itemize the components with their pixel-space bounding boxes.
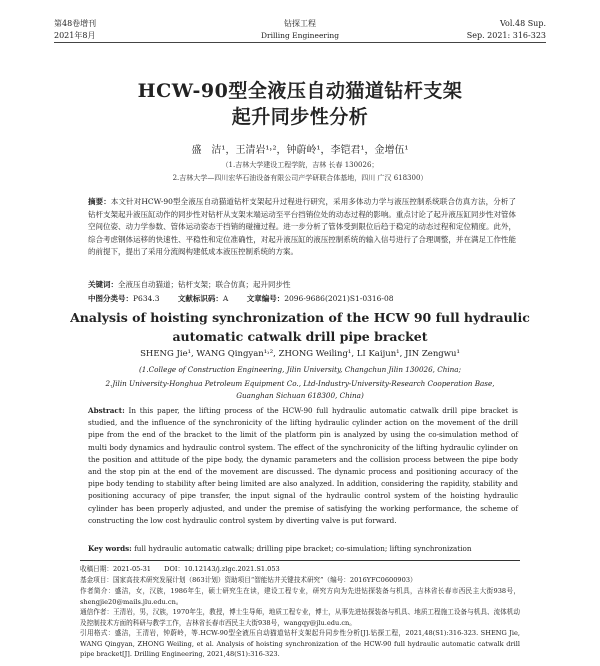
title-en-line2: automatic catwalk drill pipe bracket (172, 329, 428, 344)
keywords-en-label: Key words: (88, 544, 132, 553)
header-date-cn: 2021年8月 (54, 31, 96, 40)
affiliation-en-1: (1.College of Construction Engineering, Jilin University, Changchun Jilin 130026, China; (138, 365, 462, 374)
article-id-label: 文章编号： (246, 294, 285, 303)
clc-group (88, 294, 160, 303)
abstract-cn-text: 本文针对HCW-90型全液压自动猫道钻杆支架起升过程进行研究，采用多体动力学与液压控制系统联合仿真方法，分析了钻杆支架起升液压缸动作的同步性对钻杆从支架末端运动至平台挡销位处的动态过程的影响。重点讨论了起升液压缸同步性对管体空间位姿、动力学参数、管体运动姿态于挡销的碰撞过程。进一步分析了管体受到限位后趋于稳定的动态过程和定位精度。此外，综合考虑钢体运移的快速性、平稳性和定位准确性，对起升液压缸的液压控制系统的输入信号进行了合理调整，并在满足工作性能的前提下，提出了采用分流阀构建低成本液压控制系统的方案。 (88, 197, 516, 257)
authors-en: SHENG Jie¹, WANG Qingyan¹˒², ZHONG Weiling¹, LI Kaijun¹, JIN Zengwu¹ (140, 349, 460, 359)
footnote-received: 收稿日期：2021-05-31 DOI：10.12143/j.zlgc.2021.S1.053 (80, 565, 280, 573)
footnote-funding: 基金项目：国家高技术研究发展计划（863计划）资助项目“智能钻井关键技术研究”（编号：2016YFC0600903） (80, 576, 417, 584)
keywords-cn-text: 全液压自动猫道；钻杆支架；联合仿真；起升同步性 (118, 280, 291, 289)
keywords-en-text: full hydraulic automatic catwalk; drilling pipe bracket; co-simulation; lifting synchronization (134, 544, 472, 553)
header-rule (54, 42, 546, 43)
doc-code-group (178, 294, 228, 303)
title-en (0, 308, 600, 346)
affiliation-cn-2: 2.吉林大学—四川宏华石油设备有限公司产学研联合体基地，四川 广汉 618300） (172, 174, 428, 182)
clc-label: 中图分类号： (88, 294, 133, 303)
article-id-value: 2096-9686(2021)S1-0316-08 (284, 294, 394, 303)
affiliation-cn-1: （1.吉林大学建设工程学院，吉林 长春 130026； (221, 161, 379, 169)
abstract-en (88, 405, 518, 527)
title-cn-line1: HCW-90型全液压自动猫道钻杆支架 (137, 80, 463, 102)
header-journal-en: Drilling Engineering (260, 31, 340, 40)
title-en-line1: Analysis of hoisting synchronization of the HCW 90 full hydraulic (70, 310, 530, 325)
keywords-cn (88, 279, 518, 291)
doc-code-label: 文献标识码： (177, 294, 223, 303)
title-cn (0, 78, 600, 130)
footnote-corresponding: 通信作者：王清岩，男，汉族，1970年生，教授，博士生导师，地质工程专业，博士，从事先进钻探装备与机具、地质工程施工设备与机具、流体机动及控制技术方面的科研与教学工作，吉林省长春市西民主大街938号，wangqy@jlu.edu.cn。 (80, 608, 520, 627)
doc-code-value: A (222, 294, 229, 303)
header-volume-cn: 第48卷增刊 (54, 19, 97, 28)
header-pages-en: Sep. 2021: 316-323 (466, 31, 546, 40)
keywords-cn-label: 关键词： (88, 280, 118, 289)
abstract-en-label: Abstract: (88, 406, 125, 415)
affiliation-en-2: 2.Jilin University-Honghua Petroleum Equipment Co., Ltd-Industry-University-Research Cooperation Base, (105, 379, 495, 388)
footnote-author-bio: 作者简介：盛洁，女，汉族，1986年生，硕士研究生在读，建设工程专业，研究方向为先进钻探装备与机具，吉林省长春市西民主大街938号，shengjie20@mails.jlu.edu.cn。 (80, 587, 520, 606)
classification-line (88, 293, 518, 305)
clc-value: P634.3 (133, 294, 160, 303)
footnote-rule (80, 560, 520, 561)
header-volume-en: Vol.48 Sup. (500, 19, 546, 28)
abstract-cn (88, 196, 516, 259)
title-cn-line2: 起升同步性分析 (231, 106, 369, 128)
footnote-citation: 引用格式：盛洁，王清岩，钟蔚岭，等.HCW-90型全液压自动猫道钻杆支架起升同步性分析[J].钻探工程，2021,48(S1):316-323. SHENG Jie, WANG Qingyan, ZHONG Weiling, et al. Analysis of hoisting synchronization of the HCW-90 full hydraulic automatic catwalk drill pipe bracket[J]. Drilling Engineering, 2021,48(S1):316-323. (80, 629, 520, 658)
authors-cn: 盛 洁¹，王清岩¹˒²，钟蔚岭¹，李铠君¹，金增伍¹ (191, 145, 409, 156)
abstract-en-text: In this paper, the lifting process of the HCW-90 full hydraulic automatic catwalk drill pipe bracket is studied, and the influence of the synchronicity of the lifting hydraulic cylinder action on the movement of the drill pipe from the end of the bracket to the limit of the platform pin is analyzed by using the co-simulation method of multi body dynamics and hydraulic control system. The effect of the synchronicity of the lifting hydraulic cylinder on the position and attitude of the pipe body, the dynamic parameters and the collision process between the pipe body and the stop pin at the end of the movement are discussed. The dynamic process and positioning accuracy of the pipe body tending to stability after being limited are also analyzed. In addition, considering the rapidity, stability and positioning accuracy of pipe transfer, the input signal of the hydraulic control system of the hoisting hydraulic cylinder has been properly adjusted, and under the premise of satisfying the working performance, the scheme of constructing the low cost hydraulic control system by diverting valve is put forward. (88, 406, 518, 525)
affiliation-en-3: Guanghan Sichuan 618300, China) (236, 391, 364, 400)
header-journal-cn: 钻探工程 (284, 19, 316, 28)
abstract-cn-label: 摘要： (88, 197, 111, 206)
running-header (0, 4, 600, 44)
keywords-en (88, 543, 518, 555)
article-id-group (247, 294, 394, 303)
